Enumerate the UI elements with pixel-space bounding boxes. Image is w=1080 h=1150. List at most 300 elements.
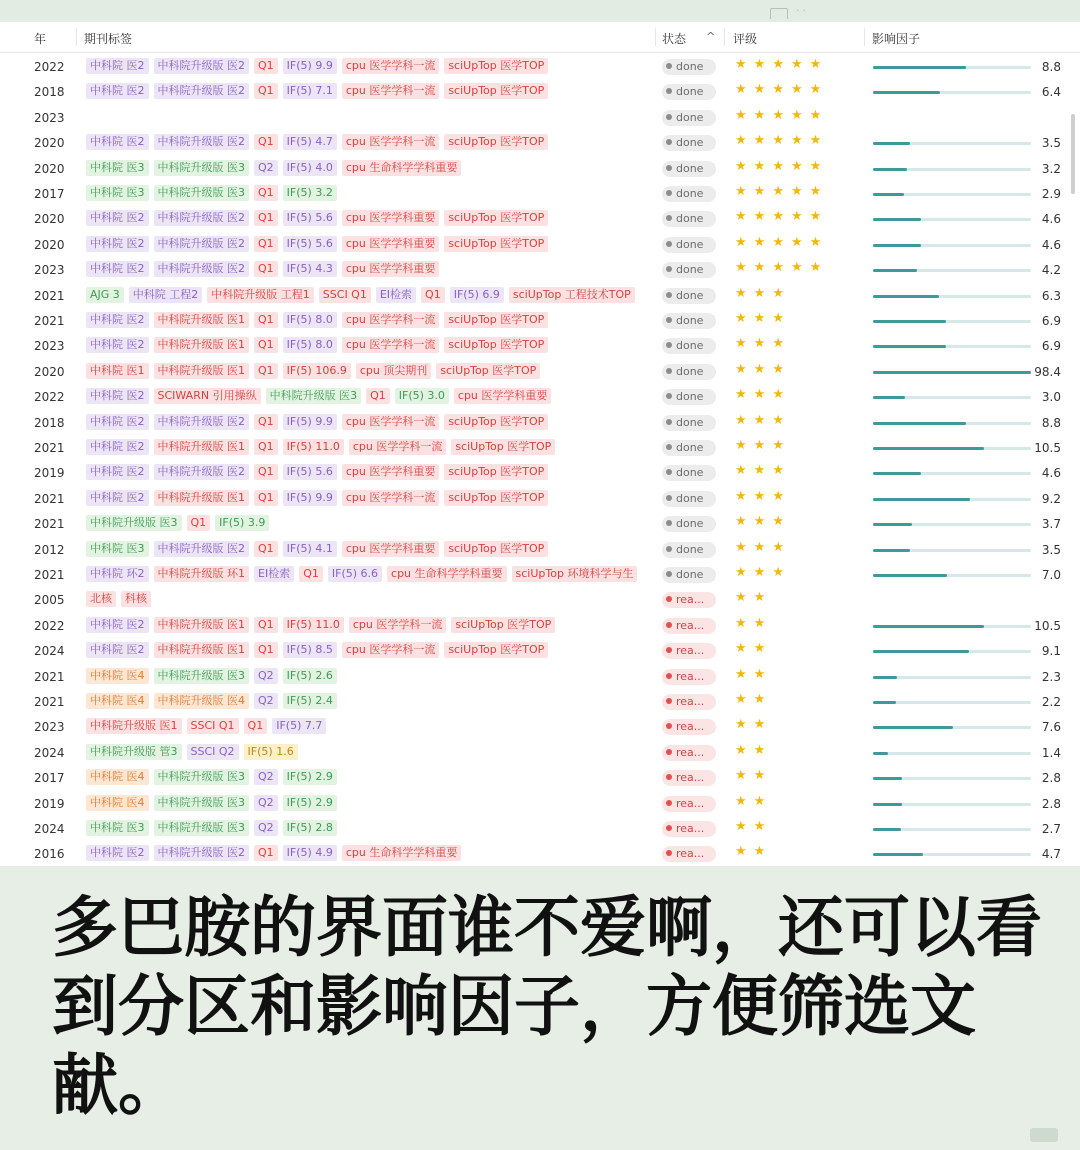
year-cell: 2021: [34, 441, 65, 455]
journal-tag: SSCI Q1: [187, 718, 239, 734]
impact-factor-bar: [873, 472, 1031, 475]
table-row[interactable]: [0, 207, 1080, 232]
impact-factor-value: 3.0: [1041, 390, 1061, 405]
star-icon[interactable]: ★: [753, 82, 773, 98]
journal-tag: sciUpTop 医学TOP: [444, 312, 548, 328]
star-icon[interactable]: ★: [753, 692, 773, 707]
status-badge[interactable]: [662, 465, 716, 481]
impact-factor-bar-fill: [873, 650, 969, 653]
rating-stars[interactable]: [735, 489, 791, 504]
status-dot-icon: [666, 241, 672, 247]
status-badge[interactable]: [662, 288, 716, 304]
star-icon[interactable]: ★: [772, 463, 791, 479]
column-header-status[interactable]: 状态: [662, 32, 687, 46]
star-icon[interactable]: ★: [753, 819, 773, 834]
journal-tag: 中科院升级版 医2: [154, 83, 250, 99]
star-icon[interactable]: ★: [753, 463, 773, 479]
vertical-scrollbar[interactable]: [1071, 114, 1075, 194]
table-row[interactable]: [0, 106, 1080, 131]
star-icon[interactable]: ★: [735, 717, 754, 733]
star-icon[interactable]: ★: [753, 488, 773, 504]
table-row[interactable]: [0, 512, 1080, 537]
impact-factor-bar: [873, 422, 1031, 425]
star-icon[interactable]: ★: [790, 234, 810, 250]
star-icon[interactable]: ★: [735, 107, 754, 123]
status-badge[interactable]: [662, 110, 716, 126]
status-label: rea...: [676, 669, 705, 683]
journal-tag: 中科院升级版 医2: [154, 414, 250, 430]
star-icon[interactable]: ★: [772, 133, 791, 149]
star-icon[interactable]: ★: [772, 565, 791, 580]
journal-tag: 中科院升级版 医4: [154, 693, 250, 709]
year-cell: 2022: [34, 618, 65, 633]
rating-stars[interactable]: [735, 260, 828, 275]
journal-tag: cpu 医学学科一流: [342, 312, 440, 328]
star-icon[interactable]: ★: [809, 260, 829, 276]
star-icon[interactable]: ★: [735, 742, 754, 758]
star-icon[interactable]: ★: [735, 438, 754, 453]
impact-factor-bar: [873, 345, 1031, 348]
impact-factor-bar: [873, 295, 1031, 298]
status-label: done: [676, 136, 704, 150]
table-row[interactable]: [0, 80, 1080, 105]
year-cell: 2024: [34, 644, 65, 659]
star-icon[interactable]: ★: [735, 209, 754, 225]
more-icon[interactable]: ··: [796, 4, 809, 17]
table-row[interactable]: [0, 157, 1080, 182]
star-icon[interactable]: ★: [753, 412, 773, 428]
table-row[interactable]: [0, 436, 1080, 461]
star-icon[interactable]: ★: [735, 311, 754, 326]
star-icon[interactable]: ★: [735, 133, 754, 149]
impact-factor-bar: [873, 269, 1031, 272]
star-icon[interactable]: ★: [790, 107, 810, 123]
star-icon[interactable]: ★: [735, 158, 754, 174]
status-badge[interactable]: [662, 592, 716, 608]
rating-stars[interactable]: [735, 235, 828, 250]
star-icon[interactable]: ★: [735, 184, 754, 199]
star-icon[interactable]: ★: [772, 361, 791, 377]
impact-factor-bar-fill: [873, 320, 946, 323]
star-icon[interactable]: ★: [753, 615, 773, 631]
status-badge[interactable]: [662, 161, 716, 177]
status-badge[interactable]: [662, 135, 716, 151]
impact-factor-value: 8.8: [1041, 415, 1061, 430]
status-badge[interactable]: [662, 440, 716, 456]
journal-tag: cpu 医学学科一流: [342, 414, 440, 430]
table-row[interactable]: [0, 411, 1080, 436]
status-badge[interactable]: [662, 338, 716, 354]
star-icon[interactable]: ★: [735, 692, 754, 707]
star-icon[interactable]: ★: [735, 590, 754, 606]
column-header-year[interactable]: 年: [34, 32, 47, 46]
star-icon[interactable]: ★: [735, 844, 754, 860]
star-icon[interactable]: ★: [735, 514, 754, 530]
star-icon[interactable]: ★: [735, 361, 754, 377]
status-badge[interactable]: [662, 313, 716, 329]
journal-tag: 中科院 医3: [86, 160, 149, 176]
status-dot-icon: [666, 698, 672, 704]
journal-tag: cpu 医学学科重要: [342, 464, 440, 480]
star-icon[interactable]: ★: [735, 666, 754, 682]
table-row[interactable]: [0, 182, 1080, 207]
star-icon[interactable]: ★: [753, 793, 773, 809]
status-dot-icon: [666, 292, 672, 298]
star-icon[interactable]: ★: [735, 488, 754, 504]
status-badge[interactable]: [662, 796, 716, 812]
star-icon[interactable]: ★: [772, 209, 791, 225]
table-row[interactable]: [0, 665, 1080, 690]
journal-tag: cpu 医学学科一流: [342, 337, 440, 353]
rating-stars[interactable]: [735, 311, 791, 326]
star-icon[interactable]: ★: [809, 133, 829, 149]
rating-stars[interactable]: [735, 768, 772, 783]
column-header-tags[interactable]: 期刊标签: [84, 32, 133, 46]
status-badge[interactable]: [662, 262, 716, 278]
rating-stars[interactable]: [735, 616, 772, 631]
star-icon[interactable]: ★: [735, 387, 754, 403]
impact-factor-value: 2.8: [1041, 771, 1061, 786]
table-row[interactable]: [0, 538, 1080, 563]
status-dot-icon: [666, 114, 672, 120]
rating-stars[interactable]: [735, 717, 772, 732]
star-icon[interactable]: ★: [735, 234, 754, 250]
star-icon[interactable]: ★: [772, 107, 791, 123]
star-icon[interactable]: ★: [772, 234, 791, 250]
journal-tag: sciUpTop 医学TOP: [444, 210, 548, 226]
journal-tag: cpu 生命科学学科重要: [342, 160, 462, 176]
star-icon[interactable]: ★: [735, 463, 754, 479]
star-icon[interactable]: ★: [772, 539, 791, 555]
star-icon[interactable]: ★: [735, 285, 754, 301]
journal-tag: IF(5) 4.7: [283, 134, 337, 150]
column-divider[interactable]: [76, 28, 77, 46]
star-icon[interactable]: ★: [735, 82, 754, 98]
star-icon[interactable]: ★: [753, 234, 773, 250]
star-icon[interactable]: ★: [809, 107, 829, 123]
rating-stars[interactable]: [735, 514, 791, 529]
star-icon[interactable]: ★: [753, 539, 773, 555]
journal-tag: cpu 医学学科一流: [342, 490, 440, 506]
status-badge[interactable]: [662, 415, 716, 431]
rating-stars[interactable]: [735, 413, 791, 428]
star-icon[interactable]: ★: [790, 184, 810, 199]
status-badge[interactable]: [662, 542, 716, 558]
star-icon[interactable]: ★: [753, 57, 773, 72]
table-row[interactable]: [0, 563, 1080, 588]
star-icon[interactable]: ★: [753, 133, 773, 149]
impact-factor-value: 2.7: [1041, 822, 1061, 836]
impact-factor-bar: [873, 676, 1031, 679]
rating-stars[interactable]: [735, 82, 828, 97]
table-row[interactable]: [0, 55, 1080, 80]
journal-tag: 中科院 医2: [86, 134, 149, 150]
star-icon[interactable]: ★: [735, 641, 754, 657]
rating-stars[interactable]: [735, 438, 791, 453]
journal-tag: cpu 医学学科重要: [342, 541, 440, 557]
star-icon[interactable]: ★: [753, 336, 773, 352]
impact-factor-value: 4.6: [1041, 466, 1061, 481]
impact-factor-value: 3.5: [1041, 542, 1061, 557]
star-icon[interactable]: ★: [753, 590, 773, 606]
star-icon[interactable]: ★: [809, 57, 829, 72]
journal-tag: 中科院升级版 医2: [154, 261, 250, 277]
table-row[interactable]: [0, 741, 1080, 766]
star-icon[interactable]: ★: [753, 742, 773, 758]
star-icon[interactable]: ★: [753, 158, 773, 174]
star-icon[interactable]: ★: [809, 158, 829, 174]
rating-stars[interactable]: [735, 209, 828, 224]
star-icon[interactable]: ★: [809, 184, 829, 199]
status-dot-icon: [666, 825, 672, 831]
rating-stars[interactable]: [735, 387, 791, 402]
journal-tag: 中科院升级版 医1: [154, 363, 250, 379]
star-icon[interactable]: ★: [772, 488, 791, 504]
journal-tags-cell: [86, 693, 656, 711]
impact-factor-value: 2.2: [1041, 695, 1061, 709]
star-icon[interactable]: ★: [753, 260, 773, 276]
journal-tag: EI检索: [254, 566, 294, 582]
star-icon[interactable]: ★: [809, 209, 829, 225]
star-icon[interactable]: ★: [735, 793, 754, 809]
status-badge[interactable]: [662, 694, 716, 710]
rating-stars[interactable]: [735, 133, 828, 148]
rating-stars[interactable]: [735, 108, 828, 123]
journal-tag: IF(5) 11.0: [283, 617, 344, 633]
rating-stars[interactable]: [735, 844, 772, 859]
status-dot-icon: [666, 749, 672, 755]
status-badge[interactable]: [662, 84, 716, 100]
status-dot-icon: [666, 190, 672, 196]
impact-factor-bar-fill: [873, 91, 940, 94]
table-row[interactable]: [0, 385, 1080, 410]
year-cell: 2022: [34, 390, 65, 405]
impact-factor-value: 6.3: [1041, 288, 1061, 303]
status-badge[interactable]: [662, 669, 716, 685]
rating-stars[interactable]: [735, 463, 791, 478]
star-icon[interactable]: ★: [753, 565, 773, 580]
status-badge[interactable]: [662, 389, 716, 405]
rating-stars[interactable]: [735, 641, 772, 656]
status-badge[interactable]: [662, 567, 716, 583]
journal-tag: sciUpTop 环境科学与生: [512, 566, 638, 582]
table-row[interactable]: [0, 284, 1080, 309]
rating-stars[interactable]: [735, 819, 772, 834]
column-header-impact-factor[interactable]: 影响因子: [872, 32, 921, 46]
status-badge[interactable]: [662, 618, 716, 634]
journal-tag: Q1: [254, 210, 278, 226]
journal-tag: 中科院 医3: [86, 820, 149, 836]
rating-stars[interactable]: [735, 159, 828, 174]
status-badge[interactable]: [662, 59, 716, 75]
column-divider[interactable]: [724, 28, 725, 46]
table-row[interactable]: [0, 233, 1080, 258]
impact-factor-bar: [873, 650, 1031, 653]
star-icon[interactable]: ★: [735, 336, 754, 352]
table-row[interactable]: [0, 639, 1080, 664]
star-icon[interactable]: ★: [790, 209, 810, 225]
table-row[interactable]: [0, 588, 1080, 613]
status-dot-icon: [666, 622, 672, 628]
rating-stars[interactable]: [735, 667, 772, 682]
star-icon[interactable]: ★: [772, 184, 791, 199]
star-icon[interactable]: ★: [790, 57, 810, 72]
rating-stars[interactable]: [735, 794, 772, 809]
star-icon[interactable]: ★: [809, 234, 829, 250]
star-icon[interactable]: ★: [772, 285, 791, 301]
table-row[interactable]: [0, 131, 1080, 156]
rating-stars[interactable]: [735, 590, 772, 605]
status-dot-icon: [666, 495, 672, 501]
window-icon[interactable]: [770, 8, 788, 19]
year-cell: 2017: [34, 771, 65, 786]
star-icon[interactable]: ★: [772, 514, 791, 530]
impact-factor-value: 98.4: [1034, 364, 1061, 379]
status-badge[interactable]: [662, 237, 716, 253]
column-header-rating[interactable]: 评级: [733, 32, 758, 46]
star-icon[interactable]: ★: [753, 361, 773, 377]
table-row[interactable]: [0, 715, 1080, 740]
table-row[interactable]: [0, 334, 1080, 359]
year-cell: 2017: [34, 187, 65, 201]
journal-tags-cell: [86, 58, 656, 76]
table-row[interactable]: [0, 614, 1080, 639]
star-icon[interactable]: ★: [735, 260, 754, 276]
journal-tag: 中科院 医2: [86, 58, 149, 74]
table-row[interactable]: [0, 842, 1080, 866]
status-label: done: [676, 288, 704, 302]
table-row[interactable]: [0, 487, 1080, 512]
star-icon[interactable]: ★: [753, 844, 773, 860]
journal-tag: 中科院升级版 医3: [266, 388, 362, 404]
star-icon[interactable]: ★: [753, 311, 773, 326]
impact-factor-bar: [873, 853, 1031, 856]
star-icon[interactable]: ★: [772, 260, 791, 276]
journal-tags-cell: [86, 668, 656, 686]
table-row[interactable]: [0, 309, 1080, 334]
star-icon[interactable]: ★: [735, 768, 754, 784]
journal-tag: cpu 生命科学学科重要: [387, 566, 507, 582]
rating-stars[interactable]: [735, 540, 791, 555]
star-icon[interactable]: ★: [772, 82, 791, 98]
star-icon[interactable]: ★: [735, 819, 754, 834]
journal-tag: cpu 医学学科一流: [342, 134, 440, 150]
star-icon[interactable]: ★: [772, 158, 791, 174]
journal-tag: Q1: [254, 83, 278, 99]
star-icon[interactable]: ★: [753, 438, 773, 453]
year-cell: 2020: [34, 212, 65, 227]
star-icon[interactable]: ★: [790, 133, 810, 149]
impact-factor-bar-fill: [873, 803, 902, 806]
status-badge[interactable]: [662, 719, 716, 735]
star-icon[interactable]: ★: [753, 184, 773, 199]
status-badge[interactable]: [662, 821, 716, 837]
status-badge[interactable]: [662, 186, 716, 202]
table-row[interactable]: [0, 766, 1080, 791]
table-row[interactable]: [0, 461, 1080, 486]
year-cell: 2016: [34, 847, 65, 862]
rating-stars[interactable]: [735, 286, 791, 301]
status-badge[interactable]: [662, 211, 716, 227]
year-cell: 2024: [34, 745, 65, 760]
impact-factor-value: 3.5: [1041, 136, 1061, 151]
star-icon[interactable]: ★: [753, 387, 773, 403]
rating-stars[interactable]: [735, 362, 791, 377]
impact-factor-bar-fill: [873, 523, 912, 526]
star-icon[interactable]: ★: [790, 158, 810, 174]
rating-stars[interactable]: [735, 692, 772, 707]
star-icon[interactable]: ★: [753, 285, 773, 301]
impact-factor-bar-fill: [873, 269, 917, 272]
star-icon[interactable]: ★: [790, 260, 810, 276]
journal-tag: 中科院 医4: [86, 795, 149, 811]
sort-ascending-icon[interactable]: ^: [706, 30, 716, 43]
star-icon[interactable]: ★: [772, 57, 791, 72]
journal-tag: Q2: [254, 693, 278, 709]
journal-tag: sciUpTop 医学TOP: [444, 58, 548, 74]
star-icon[interactable]: ★: [735, 615, 754, 631]
star-icon[interactable]: ★: [735, 412, 754, 428]
status-badge[interactable]: [662, 491, 716, 507]
status-label: done: [676, 161, 704, 175]
status-badge[interactable]: [662, 364, 716, 380]
status-dot-icon: [666, 444, 672, 450]
table-row[interactable]: [0, 690, 1080, 715]
rating-stars[interactable]: [735, 565, 791, 580]
column-divider[interactable]: [864, 28, 865, 46]
star-icon[interactable]: ★: [753, 107, 773, 123]
star-icon[interactable]: ★: [772, 412, 791, 428]
star-icon[interactable]: ★: [772, 438, 791, 453]
journal-tags-cell: [86, 464, 656, 482]
status-badge[interactable]: [662, 745, 716, 761]
journal-tag: IF(5) 8.0: [283, 337, 337, 353]
rating-stars[interactable]: [735, 336, 791, 351]
rating-stars[interactable]: [735, 743, 772, 758]
star-icon[interactable]: ★: [753, 514, 773, 530]
journal-tag: cpu 医学学科一流: [349, 439, 447, 455]
star-icon[interactable]: ★: [772, 336, 791, 352]
status-badge[interactable]: [662, 516, 716, 532]
star-icon[interactable]: ★: [735, 539, 754, 555]
journal-tag: IF(5) 9.9: [283, 490, 337, 506]
table-row[interactable]: [0, 817, 1080, 842]
journal-tag: Q1: [187, 515, 211, 531]
status-badge[interactable]: [662, 846, 716, 862]
column-divider[interactable]: [655, 28, 656, 46]
table-row[interactable]: [0, 258, 1080, 283]
star-icon[interactable]: ★: [735, 57, 754, 72]
star-icon[interactable]: ★: [753, 209, 773, 225]
table-row[interactable]: [0, 360, 1080, 385]
journal-tag: Q1: [254, 134, 278, 150]
status-badge[interactable]: [662, 770, 716, 786]
star-icon[interactable]: ★: [790, 82, 810, 98]
rating-stars[interactable]: [735, 184, 828, 199]
table-row[interactable]: [0, 792, 1080, 817]
star-icon[interactable]: ★: [753, 666, 773, 682]
star-icon[interactable]: ★: [809, 82, 829, 98]
status-badge[interactable]: [662, 643, 716, 659]
star-icon[interactable]: ★: [753, 641, 773, 657]
year-cell: 2020: [34, 237, 65, 252]
rating-stars[interactable]: [735, 57, 828, 72]
star-icon[interactable]: ★: [772, 311, 791, 326]
star-icon[interactable]: ★: [753, 768, 773, 784]
star-icon[interactable]: ★: [753, 717, 773, 733]
star-icon[interactable]: ★: [772, 387, 791, 403]
star-icon[interactable]: ★: [735, 565, 754, 580]
